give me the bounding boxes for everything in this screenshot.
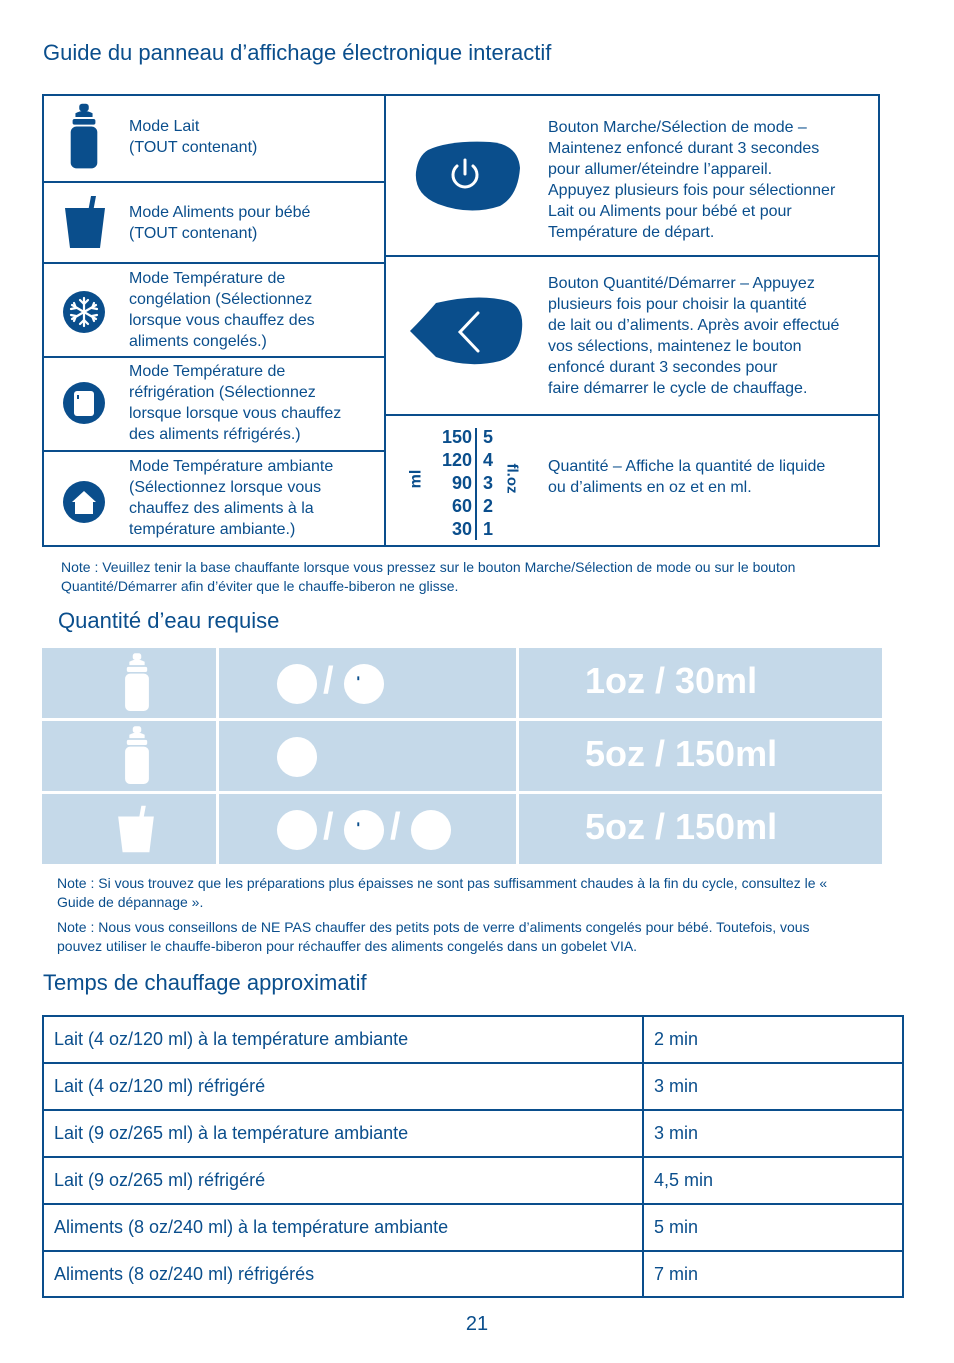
heating-item: Aliments (8 oz/240 ml) à la température ambiante (54, 1217, 449, 1237)
fridge-icon (62, 381, 106, 425)
ml-label: ml (407, 469, 425, 489)
ml-value: 150 (441, 427, 472, 447)
oz-value: 1 (483, 519, 494, 539)
water-row (42, 648, 882, 718)
row-divider (385, 414, 880, 416)
ml-value: 90 (451, 473, 472, 493)
heating-item: Lait (4 oz/120 ml) réfrigéré (54, 1076, 266, 1096)
bottle-icon (65, 102, 103, 172)
water-temp-cell (219, 721, 516, 791)
row-divider (42, 356, 385, 358)
section-title-display-guide: Guide du panneau d’affichage électronique interactif (43, 40, 552, 65)
row-divider (385, 255, 880, 257)
bottle-icon (120, 652, 154, 714)
separator: / (323, 660, 334, 702)
ml-value: 60 (451, 496, 472, 516)
water-food-cell (42, 721, 216, 791)
bottle-icon (120, 725, 154, 787)
row-divider (42, 262, 385, 264)
quantity-button-text: Bouton Quantité/Démarrer – Appuyez plusieurs fois pour choisir la quantité de lait ou d’aliments. Après avoir effectué vos sélections, maintenez le bouton enfoncé durant 3 secondes pour faire démarrer le cycle de chauffage. (548, 275, 840, 397)
mode-milk-text: Mode Lait (TOUT contenant) (129, 118, 258, 156)
ml-value: 120 (441, 450, 472, 470)
section-title-water: Quantité d’eau requise (58, 608, 280, 633)
water-food-cell (42, 794, 216, 864)
note-hold-base: Note : Veuillez tenir la base chauffante lorsque vous pressez sur le bouton Marche/Sélection de mode ou sur le bouton Quantité/Démarrer afin d’éviter que le chauffe-biberon ne glisse. (61, 559, 796, 594)
mode-room-temp-text: Mode Température ambiante (Sélectionnez lorsque vous chauffez des aliments à la température ambiante.) (129, 458, 334, 538)
table-row (44, 1158, 902, 1205)
heating-time: 2 min (654, 1029, 699, 1049)
panel-divider (384, 94, 386, 547)
heating-time: 3 min (654, 1076, 699, 1096)
ml-value: 30 (451, 519, 472, 539)
water-amount: 5oz / 150ml (585, 733, 778, 774)
separator: / (323, 806, 334, 848)
baby-food-icon (116, 804, 156, 854)
water-food-cell (42, 648, 216, 718)
display-divider (475, 428, 477, 540)
house-icon (276, 663, 318, 705)
water-amount-cell (519, 721, 882, 791)
heating-time-table (42, 1015, 904, 1298)
power-button-icon (410, 138, 522, 214)
note-glass-jars: Note : Nous vous conseillons de NE PAS chauffer des petits pots de verre d’aliments congelés pour bébé. Toutefois, vous pouvez utiliser le chauffe-biberon pour réchauffer des aliments congelés dans un gobelet VIA. (57, 919, 810, 954)
mode-baby-food-text: Mode Aliments pour bébé (TOUT contenant) (129, 204, 311, 242)
oz-value: 4 (483, 450, 494, 470)
water-amount: 1oz / 30ml (585, 660, 758, 701)
heating-item: Lait (4 oz/120 ml) à la température ambiante (54, 1029, 409, 1049)
oz-label: fl.oz (503, 463, 521, 494)
table-row (44, 1205, 902, 1252)
page-number: 21 (465, 1313, 489, 1335)
snowflake-icon (410, 809, 452, 851)
water-amount-cell (519, 794, 882, 864)
water-row (42, 721, 882, 791)
heating-time: 3 min (654, 1123, 699, 1143)
mode-frozen-text: Mode Température de congélation (Sélectionnez lorsque vous chauffez des aliments congelés.) (129, 270, 315, 350)
note-thick-preparations: Note : Si vous trouvez que les préparations plus épaisses ne sont pas suffisamment chaudes à la fin du cycle, consultez le « Guide de dépannage ». (57, 875, 828, 910)
heating-item: Aliments (8 oz/240 ml) réfrigérés (54, 1264, 315, 1284)
baby-food-icon (62, 194, 108, 250)
heating-item: Lait (9 oz/265 ml) réfrigéré (54, 1170, 266, 1190)
water-temp-cell (219, 648, 516, 718)
power-button-text: Bouton Marche/Sélection de mode – Maintenez enfoncé durant 3 secondes pour allumer/éteindre l’appareil. Appuyez plusieurs fois pour sélectionner Lait ou Aliments pour bébé et pour Température de départ. (548, 119, 836, 241)
water-temp-cell (219, 794, 516, 864)
row-divider (42, 181, 385, 183)
house-icon (276, 809, 318, 851)
table-row (44, 1017, 902, 1064)
oz-value: 5 (483, 427, 494, 447)
table-row (44, 1111, 902, 1158)
row-divider (42, 450, 385, 452)
oz-value: 3 (483, 473, 494, 493)
oz-value: 2 (483, 496, 494, 516)
heating-time: 4,5 min (654, 1170, 714, 1190)
table-row (44, 1064, 902, 1111)
house-icon (62, 480, 106, 524)
heating-time: 5 min (654, 1217, 699, 1237)
heating-item: Lait (9 oz/265 ml) à la température ambiante (54, 1123, 409, 1143)
fridge-icon (343, 663, 385, 705)
quantity-display-text: Quantité – Affiche la quantité de liquide ou d’aliments en oz et en ml. (548, 458, 826, 496)
heating-time: 7 min (654, 1264, 699, 1284)
section-title-heating-time: Temps de chauffage approximatif (43, 970, 367, 995)
table-row (44, 1252, 902, 1299)
fridge-icon (343, 809, 385, 851)
water-row (42, 794, 882, 864)
ml-values (436, 426, 472, 541)
water-table (42, 648, 882, 864)
water-amount-cell (519, 648, 882, 718)
water-amount: 5oz / 150ml (585, 806, 778, 847)
snowflake-icon (62, 290, 106, 334)
mode-refrigerated-text: Mode Température de réfrigération (Sélectionnez lorsque lorsque vous chauffez des aliments réfrigérés.) (129, 363, 342, 443)
oz-values (483, 426, 493, 541)
quantity-button-icon (408, 295, 526, 367)
snowflake-icon (276, 736, 318, 778)
separator: / (390, 806, 401, 848)
